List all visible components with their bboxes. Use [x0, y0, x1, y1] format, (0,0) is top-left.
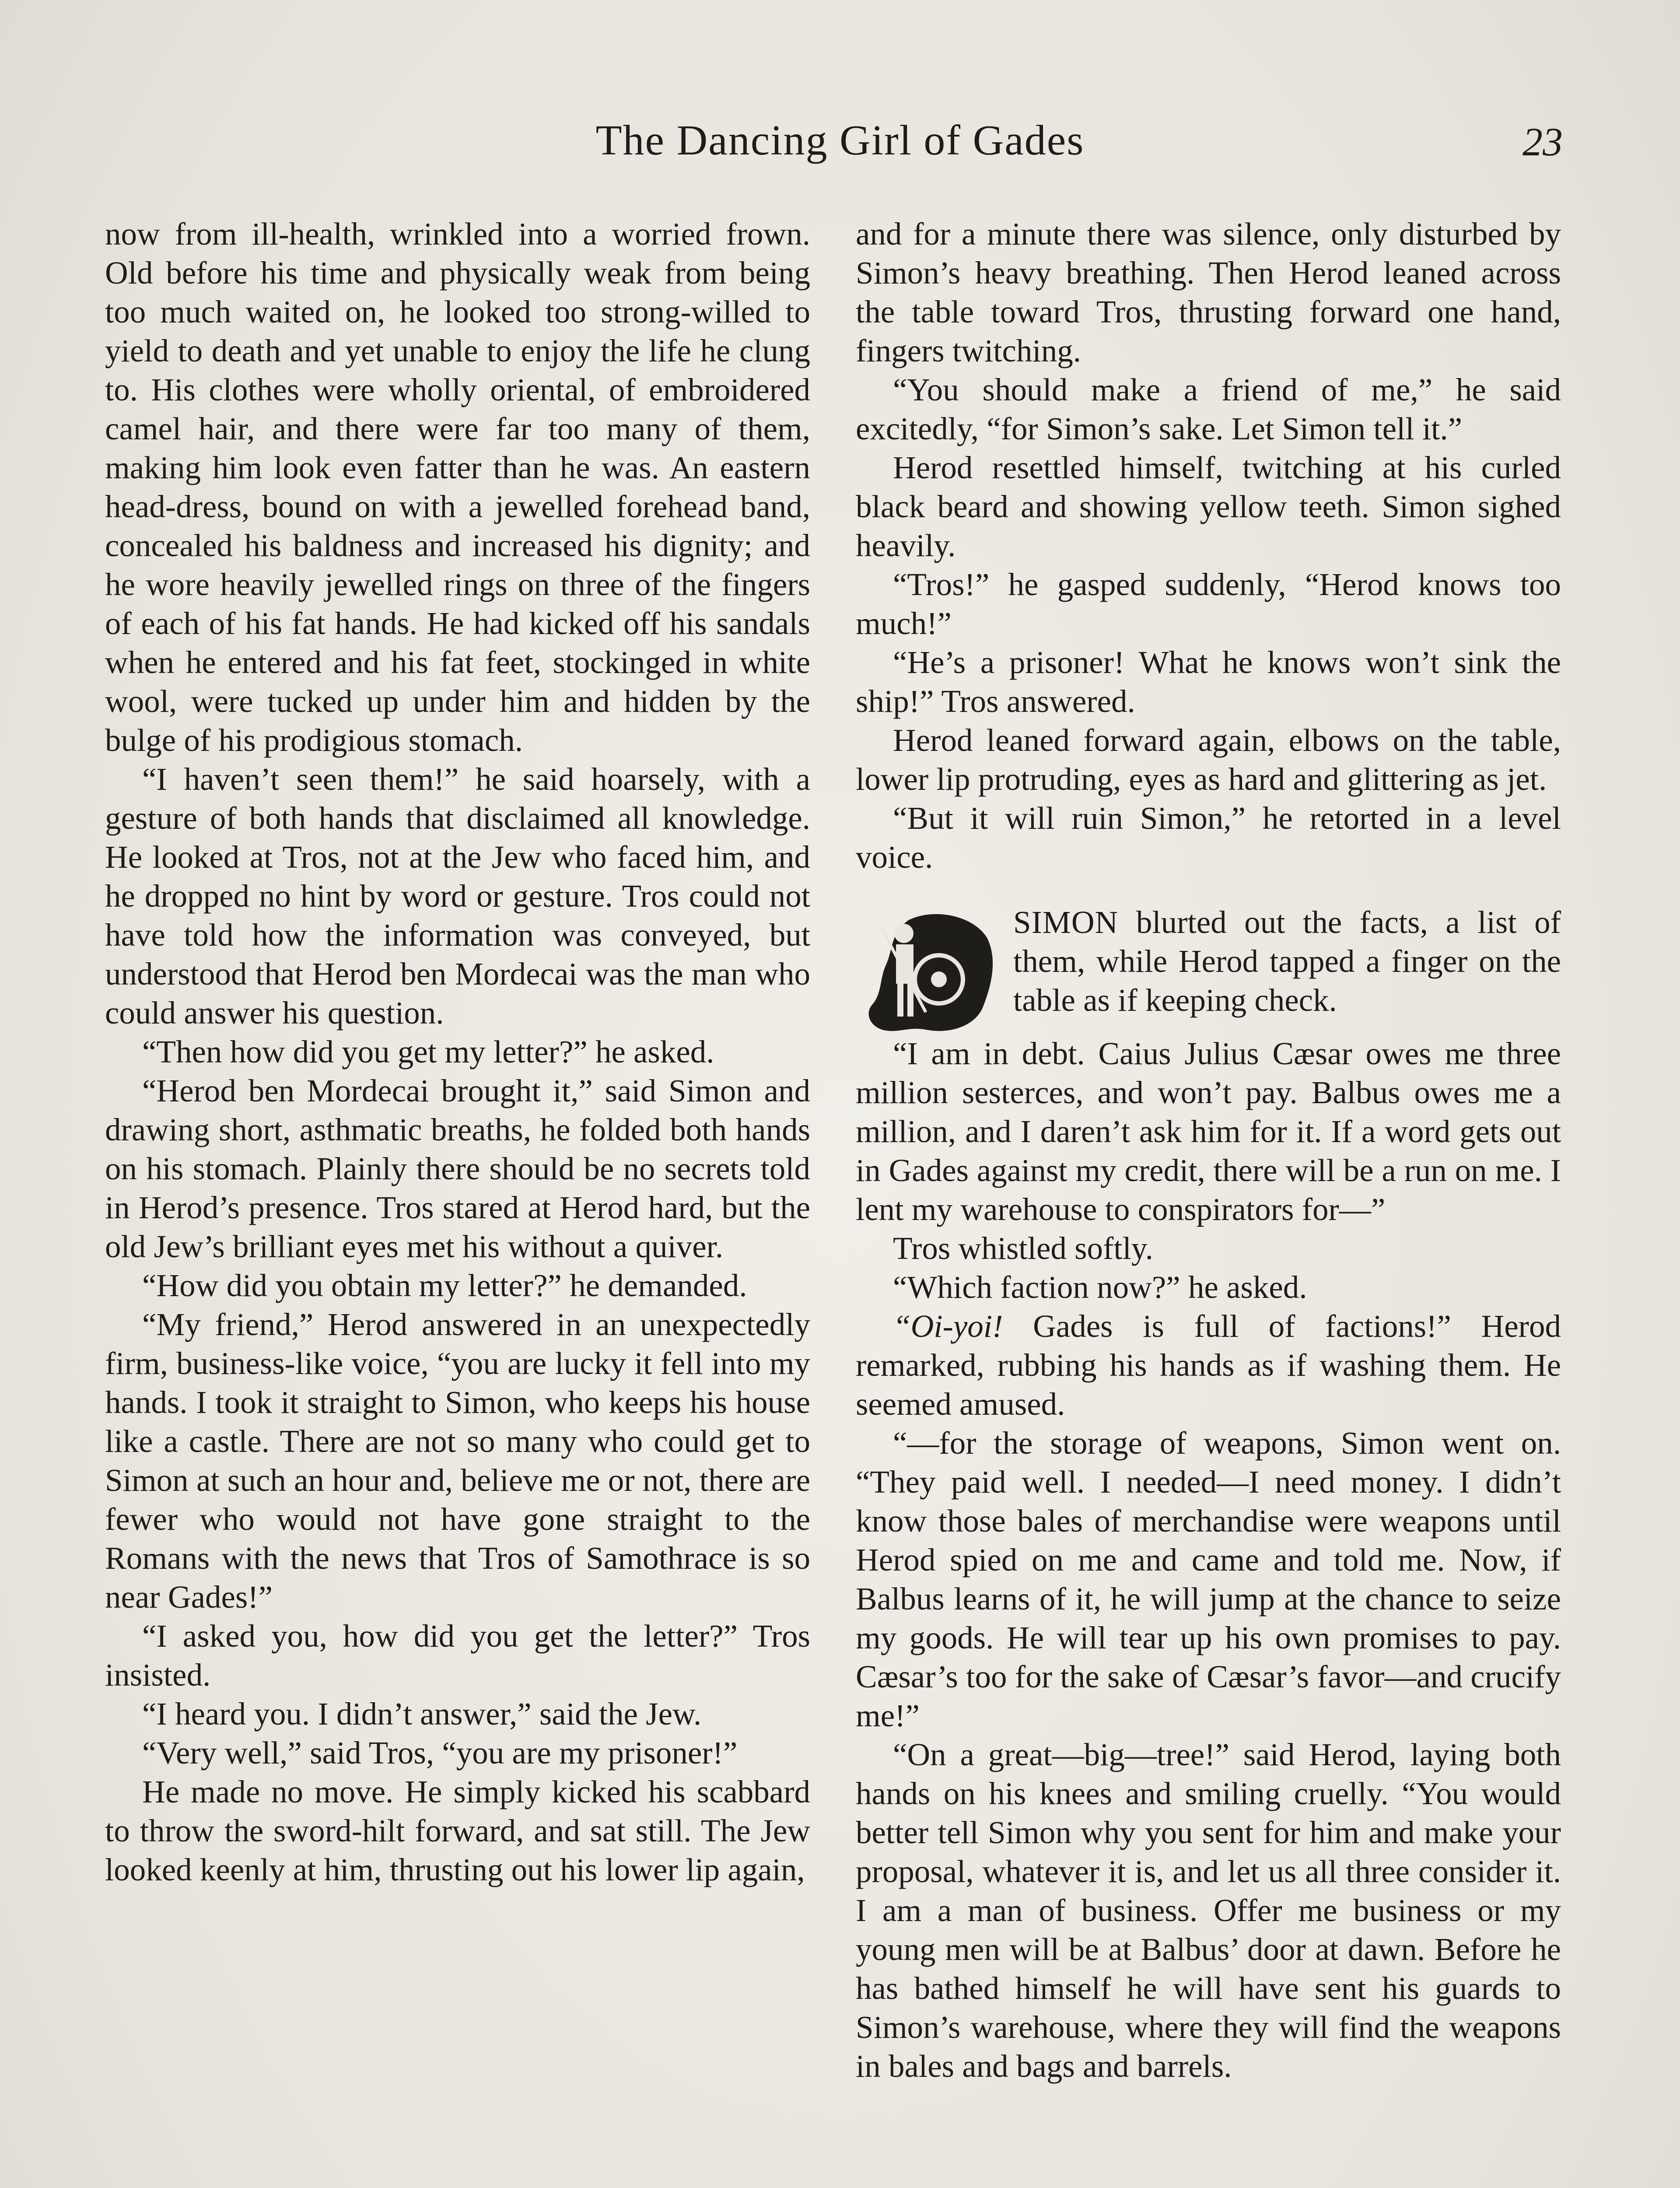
paragraph: “I asked you, how did you get the letter?” Tros insisted.: [105, 1618, 810, 1693]
left-column: [105, 214, 810, 1889]
paragraph: now from ill-health, wrinkled into a worried frown. Old before his time and physically weak from being too much waited on, he looked too strong-willed to yield to death and yet unable to enjoy the life he clung to. His clothes were wholly oriental, of embroidered camel hair, and there were far too many of them, making him look even fatter than he was. An eastern head-dress, bound on with a jewelled forehead band, concealed his baldness and increased his dignity; and he wore heavily jewelled rings on three of the fingers of each of his fat hands. He had kicked off his sandals when he entered and his fat feet, stockinged in white wool, were tucked up under him and hidden by the bulge of his prodigious stomach.: [105, 216, 810, 758]
section-opening: [856, 903, 1561, 1020]
paragraph: “Herod ben Mordecai brought it,” said Simon and drawing short, asthmatic breaths, he folded both hands on his stomach. Plainly there should be no secrets told in Herod’s presence. Tros stared at Herod hard, but the old Jew’s brilliant eyes met his without a quiver.: [105, 1073, 810, 1264]
paragraph: “Very well,” said Tros, “you are my prisoner!”: [142, 1735, 738, 1771]
paragraph: Herod resettled himself, twitching at his curled black beard and showing yellow teeth. Simon sighed heavily.: [856, 450, 1561, 563]
paragraph: “Which faction now?” he asked.: [893, 1269, 1307, 1305]
paragraph: “He’s a prisoner! What he knows won’t sink the ship!” Tros answered.: [856, 645, 1561, 719]
right-column: [856, 214, 1561, 2086]
paragraph: He made no move. He simply kicked his scabbard to throw the sword-hilt forward, and sat still. The Jew looked keenly at him, thrusting out his lower lip again,: [105, 1774, 810, 1887]
paragraph: Herod leaned forward again, elbows on the table, lower lip protruding, eyes as hard and glittering as jet.: [856, 722, 1561, 797]
paragraph: “But it will ruin Simon,” he retorted in a level voice.: [856, 800, 1561, 875]
paragraph: “Then how did you get my letter?” he asked.: [142, 1034, 714, 1069]
paragraph: “You should make a friend of me,” he said excitedly, “for Simon’s sake. Let Simon tell it.”: [856, 372, 1561, 446]
paragraph: “I heard you. I didn’t answer,” said the Jew.: [142, 1696, 702, 1732]
paragraph: [856, 1307, 1561, 1424]
lead-text: blurted out the facts, a list of them, while Herod tapped a finger on the table as if keeping check.: [1013, 905, 1561, 1018]
warrior-with-shield-icon: [856, 903, 1000, 1034]
paragraph: Tros whistled softly.: [893, 1231, 1153, 1266]
lead-word: SIMON: [1013, 905, 1119, 940]
paragraph: “—for the storage of weapons, Simon went on. “They paid well. I needed—I need money. I didn’t know those bales of merchandise were weapons until Herod spied on me and came and told me. Now, if Balbus learns of it, he will jump at the chance to seize my goods. He will tear up his own promises to pay. Cæsar’s too for the sake of Cæsar’s favor—and crucify me!”: [856, 1425, 1561, 1733]
exclamation-rest: Gades is full of factions!” Herod remarked, rubbing his hands as if washing them. He seemed amused.: [856, 1308, 1561, 1422]
exclamation: “Oi-yoi!: [893, 1308, 1003, 1344]
paragraph: “Tros!” he gasped suddenly, “Herod knows too much!”: [856, 567, 1561, 641]
page-title: The Dancing Girl of Gades: [595, 117, 1085, 164]
paragraph: “How did you obtain my letter?” he demanded.: [142, 1268, 747, 1303]
paragraph: “On a great—big—tree!” said Herod, laying both hands on his knees and smiling cruelly. “You would better tell Simon why you sent for him and make your proposal, whatever it is, and let us all three consider it. I am a man of business. Offer me business or my young men will be at Balbus’ door at dawn. Before he has bathed himself he will have sent his guards to Simon’s warehouse, where they will find the weapons in bales and bags and barrels.: [856, 1737, 1561, 2084]
paragraph: “My friend,” Herod answered in an unexpectedly firm, business-like voice, “you are lucky it fell into my hands. I took it straight to Simon, who keeps his house like a castle. There are not so many who could get to Simon at such an hour and, believe me or not, there are fewer who would not have gone straight to the Romans with the news that Tros of Samothrace is so near Gades!”: [105, 1307, 810, 1615]
paragraph: “I haven’t seen them!” he said hoarsely, with a gesture of both hands that disclaimed all knowledge. He looked at Tros, not at the Jew who faced him, and he dropped no hint by word or gesture. Tros could not have told how the information was conveyed, but understood that Herod ben Mordecai was the man who could answer his question.: [105, 761, 810, 1031]
running-head: [0, 112, 1680, 164]
paragraph: and for a minute there was silence, only disturbed by Simon’s heavy breathing. Then Herod leaned across the table toward Tros, thrusting forward one hand, fingers twitching.: [856, 216, 1561, 368]
paragraph: “I am in debt. Caius Julius Cæsar owes me three million sesterces, and won’t pay. Balbus owes me a million, and I daren’t ask him for it. If a word gets out in Gades against my credit, there will be a run on me. I lent my warehouse to conspirators for—”: [856, 1036, 1561, 1227]
page-number: 23: [1522, 119, 1563, 164]
